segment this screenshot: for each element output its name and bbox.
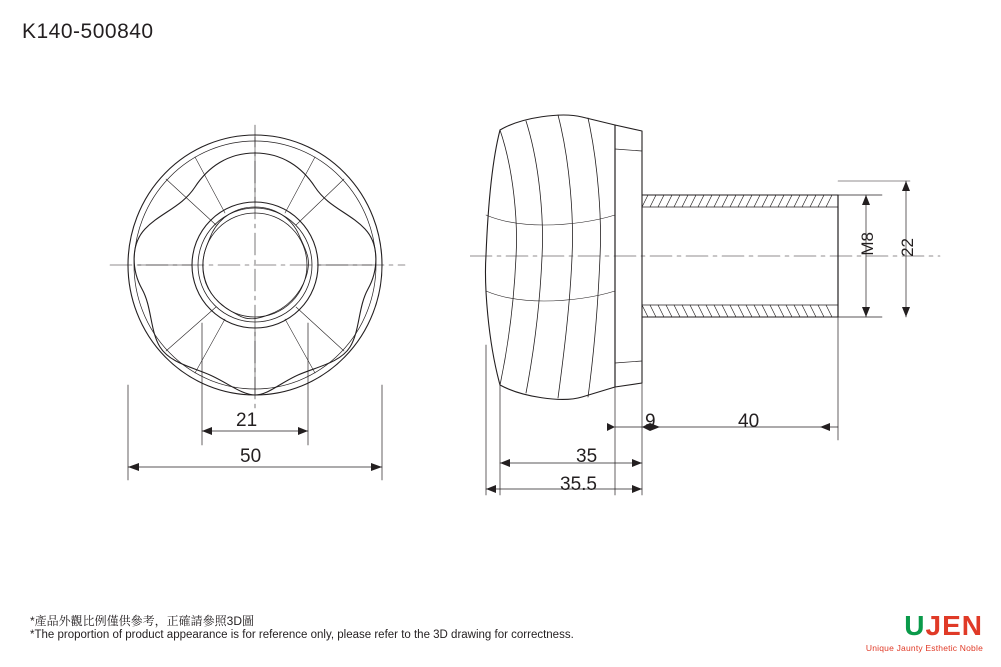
logo-rest: JEN [925, 610, 983, 641]
footnote-english: *The proportion of product appearance is for reference only, please refer to the 3D drawing for correctness. [30, 629, 574, 641]
page-title: K140-500840 [22, 20, 154, 43]
side-view-drawing [470, 95, 970, 515]
dimension-body-length: 35 [576, 446, 598, 467]
length-dimension-lines [486, 317, 838, 495]
dimension-thread-spec: M8 [858, 232, 877, 256]
logo-initial: U [904, 610, 926, 641]
logo-tagline: Unique Jaunty Esthetic Noble [865, 643, 983, 653]
dimension-knob-bore: 21 [236, 410, 258, 431]
dimension-overall-length: 35.5 [560, 474, 597, 495]
dimension-thread-length: 40 [738, 411, 760, 432]
logo-wordmark [866, 612, 983, 640]
dimension-flange-thickness: 9 [645, 411, 656, 432]
centre-lines [110, 125, 405, 410]
knob-hub-lobe-detail [203, 207, 309, 319]
knob-flute-details [486, 115, 615, 398]
knob-body-side-outline [486, 115, 615, 399]
footnote-chinese: *產品外觀比例僅供參考，正確請參照3D圖 [30, 614, 255, 628]
dimension-thread-diameter: 22 [898, 238, 917, 257]
front-view-drawing [20, 95, 440, 595]
ujen-logo [866, 612, 983, 653]
dimension-knob-diameter: 50 [240, 446, 262, 467]
